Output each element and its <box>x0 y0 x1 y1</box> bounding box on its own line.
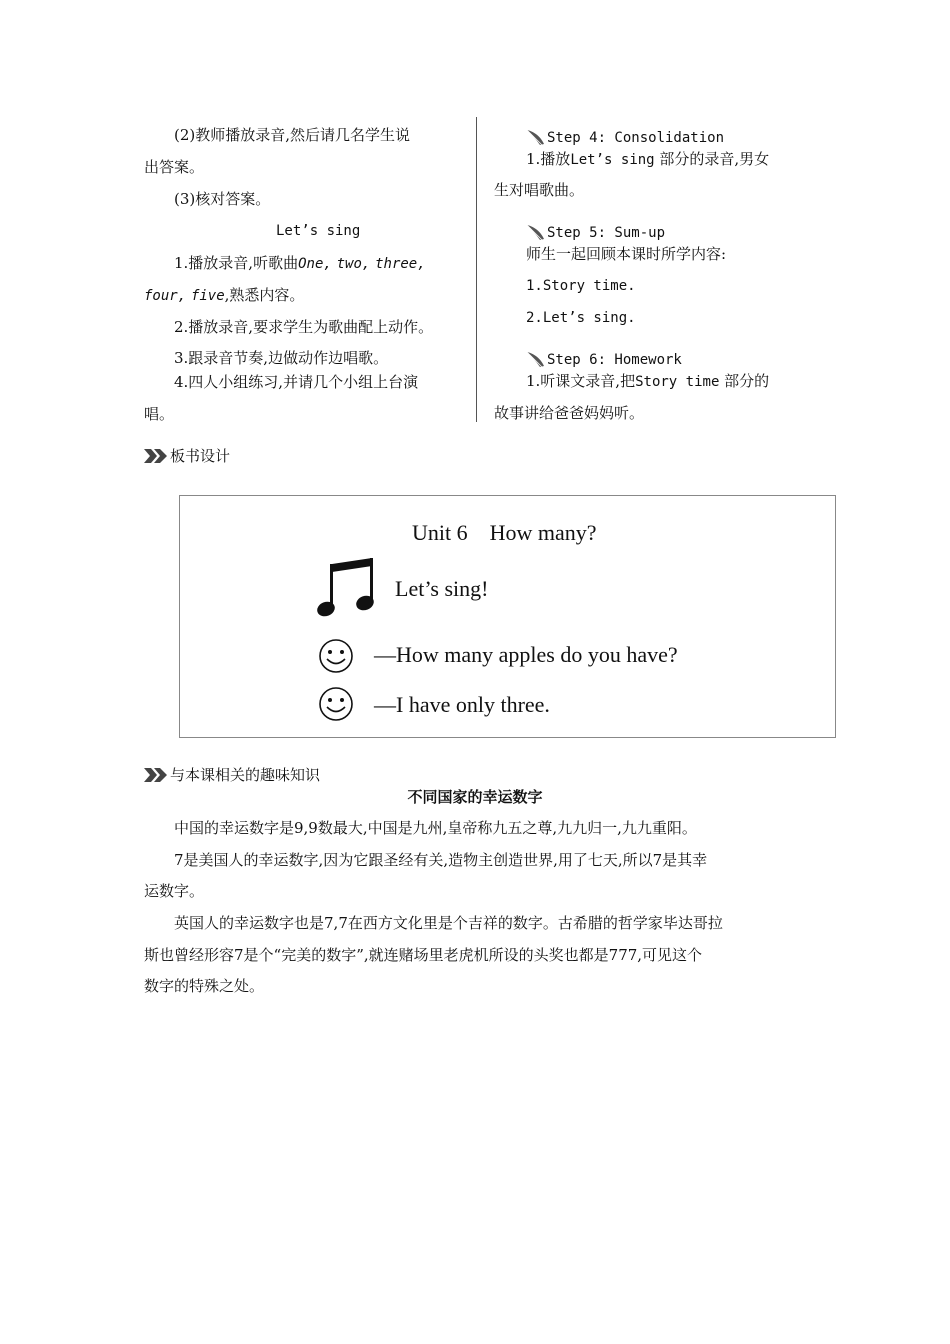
fun-para-2a: 7是美国人的幸运数字,因为它跟圣经有关,造物主创造世界,用了七天,所以7是其幸 <box>174 851 708 869</box>
fun-para-3c: 数字的特殊之处。 <box>144 977 265 995</box>
right-line-5a-p2: 部分的 <box>724 372 770 390</box>
left-line-1a: (2)教师播放录音,然后请几名学生说 <box>174 126 411 144</box>
fun-para-2b: 运数字。 <box>144 882 205 900</box>
right-line-3: 1.Story time. <box>526 278 636 294</box>
song-word-four: four, <box>144 288 187 304</box>
right-line-1b: 生对唱歌曲。 <box>494 181 585 199</box>
lets-sing-heading: Let’s sing <box>276 223 361 239</box>
fun-para-3a: 英国人的幸运数字也是7,7在西方文化里是个吉祥的数字。古希腊的哲学家毕达哥拉 <box>174 914 723 932</box>
music-note-icon <box>316 554 378 620</box>
feather-pen-icon <box>526 351 546 369</box>
right-line-5a-p1: 1.听课文录音,把 <box>526 372 636 390</box>
lucky-numbers-title: 不同国家的幸运数字 <box>407 788 543 806</box>
right-line-1a <box>526 149 769 170</box>
step5-title: Step 5: Sum-up <box>547 225 666 241</box>
song-word-two: two, <box>336 256 371 272</box>
step6-heading <box>526 350 682 370</box>
right-line-5b: 故事讲给爸爸妈妈听。 <box>494 404 645 422</box>
left-line-3b-text: ,熟悉内容。 <box>224 286 305 304</box>
right-line-1a-p2: 部分的录音,男女 <box>659 150 770 168</box>
step5-heading <box>526 223 665 243</box>
right-line-5a <box>526 371 769 392</box>
left-line-3b <box>144 285 304 306</box>
double-chevron-icon <box>144 767 168 783</box>
double-chevron-icon <box>144 448 168 464</box>
fun-para-3b: 斯也曾经形容7是个“完美的数字”,就连赌场里老虎机所设的头奖也都是777,可见这个 <box>144 946 703 964</box>
song-word-one: One, <box>298 256 332 272</box>
song-word-five: five <box>190 288 225 304</box>
fun-section-title: 与本课相关的趣味知识 <box>170 766 321 784</box>
right-line-2: 师生一起回顾本课时所学内容: <box>526 245 727 263</box>
right-line-4: 2.Let’s sing. <box>526 310 636 326</box>
step4-heading <box>526 128 724 148</box>
feather-pen-icon <box>526 129 546 147</box>
right-line-5a-en: Story time <box>635 374 720 390</box>
board-section-heading <box>144 445 230 466</box>
left-line-3a <box>174 253 426 274</box>
feather-pen-icon <box>526 224 546 242</box>
smiley-face-icon <box>318 638 354 674</box>
smiley-face-icon <box>318 686 354 722</box>
board-title: Unit 6 How many? <box>412 520 597 545</box>
step4-title: Step 4: Consolidation <box>547 130 725 146</box>
fun-section-heading <box>144 764 320 785</box>
left-line-3a-text: 1.播放录音,听歌曲 <box>174 254 299 272</box>
left-line-6b: 唱。 <box>144 405 175 423</box>
blackboard-design <box>179 495 836 738</box>
board-answer: —I have only three. <box>374 692 550 717</box>
column-divider <box>476 117 477 422</box>
left-line-6a: 4.四人小组练习,并请几个小组上台演 <box>174 373 419 391</box>
board-sing: Let’s sing! <box>395 576 489 601</box>
left-line-5: 3.跟录音节奏,边做动作边唱歌。 <box>174 349 389 367</box>
right-line-1a-p1: 1.播放 <box>526 150 571 168</box>
left-line-1b: 出答案。 <box>144 158 205 176</box>
step6-title: Step 6: Homework <box>547 352 682 368</box>
right-line-1a-en: Let’s sing <box>570 152 655 168</box>
song-word-three: three, <box>375 256 426 272</box>
left-line-4: 2.播放录音,要求学生为歌曲配上动作。 <box>174 318 434 336</box>
fun-para-1: 中国的幸运数字是9,9数最大,中国是九州,皇帝称九五之尊,九九归一,九九重阳。 <box>174 819 697 837</box>
left-line-2: (3)核对答案。 <box>174 190 271 208</box>
board-section-title: 板书设计 <box>170 447 231 465</box>
board-question: —How many apples do you have? <box>374 642 678 667</box>
